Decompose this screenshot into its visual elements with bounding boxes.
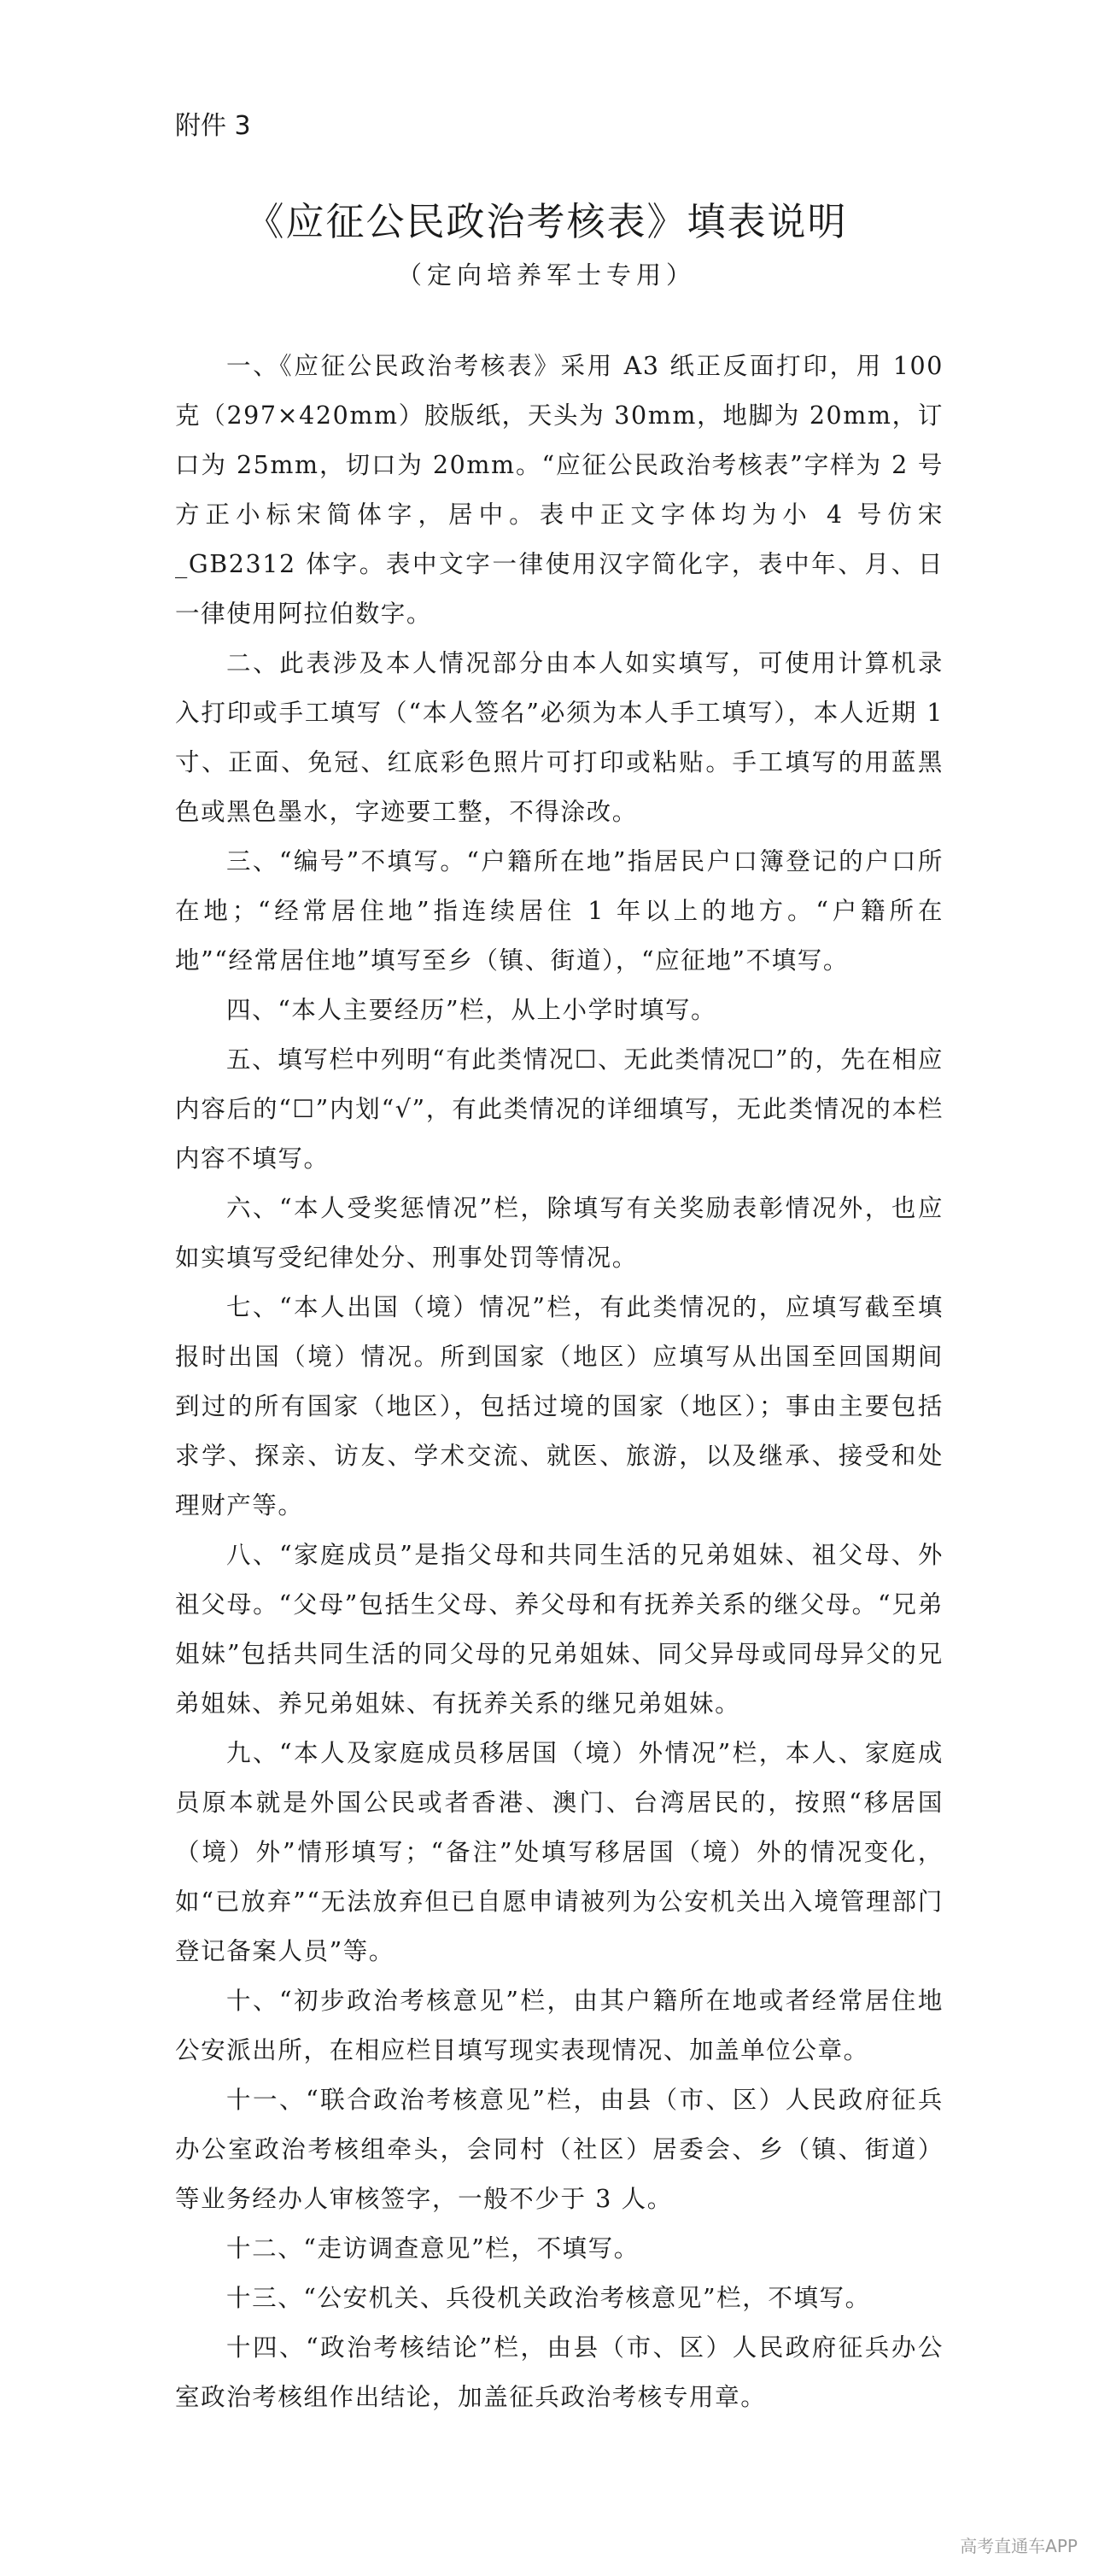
- attachment-label: 附件 3: [175, 111, 251, 141]
- paragraph-1: 一、《应征公民政治考核表》采用 A3 纸正反面打印，用 100 克（297×420mm）胶版纸，天头为 30mm，地脚为 20mm，订口为 25mm，切口为 20mm。“应征公民政治考核表”字样为 2 号方正小标宋简体字，居中。表中正文字体均为小 4 号仿宋_GB2312 体字。表中文字一律使用汉字简化字，表中年、月、日一律使用阿拉伯数字。: [175, 352, 944, 628]
- paragraph-2: 二、此表涉及本人情况部分由本人如实填写，可使用计算机录入打印或手工填写（“本人签名”必须为本人手工填写），本人近期 1 寸、正面、免冠、红底彩色照片可打印或粘贴。手工填写的用蓝黑色或黑色墨水，字迹要工整，不得涂改。: [175, 649, 944, 826]
- document-body: [175, 342, 944, 2422]
- paragraph-3: 三、“编号”不填写。“户籍所在地”指居民户口簿登记的户口所在地；“经常居住地”指连续居住 1 年以上的地方。“户籍所在地”“经常居住地”填写至乡（镇、街道），“应征地”不填写。: [175, 847, 944, 975]
- paragraph-6: 六、“本人受奖惩情况”栏，除填写有关奖励表彰情况外，也应如实填写受纪律处分、刑事处罚等情况。: [175, 1194, 944, 1272]
- paragraph-14: 十四、“政治考核结论”栏，由县（市、区）人民政府征兵办公室政治考核组作出结论，加盖征兵政治考核专用章。: [175, 2333, 944, 2411]
- paragraph-13: 十三、“公安机关、兵役机关政治考核意见”栏，不填写。: [226, 2284, 871, 2312]
- watermark-text: 高考直通车APP: [960, 2536, 1078, 2556]
- paragraph-4: 四、“本人主要经历”栏，从上小学时填写。: [226, 996, 717, 1024]
- paragraph-5: 五、填写栏中列明“有此类情况☐、无此类情况☐”的，先在相应内容后的“☐”内划“√”，有此类情况的详细填写，无此类情况的本栏内容不填写。: [175, 1045, 944, 1173]
- document-subtitle: （定向培养军士专用）: [396, 261, 696, 290]
- paragraph-7: 七、“本人出国（境）情况”栏，有此类情况的，应填写截至填报时出国（境）情况。所到国家（地区）应填写从出国至回国期间到过的所有国家（地区），包括过境的国家（地区）；事由主要包括求学、探亲、访友、学术交流、就医、旅游，以及继承、接受和处理财产等。: [175, 1293, 944, 1519]
- paragraph-12: 十二、“走访调查意见”栏，不填写。: [226, 2234, 640, 2263]
- paragraph-10: 十、“初步政治考核意见”栏，由其户籍所在地或者经常居住地公安派出所，在相应栏目填写现实表现情况、加盖单位公章。: [175, 1987, 944, 2064]
- paragraph-8: 八、“家庭成员”是指父母和共同生活的兄弟姐妹、祖父母、外祖父母。“父母”包括生父母、养父母和有抚养关系的继父母。“兄弟姐妹”包括共同生活的同父母的兄弟姐妹、同父异母或同母异父的兄弟姐妹、养兄弟姐妹、有抚养关系的继兄弟姐妹。: [175, 1541, 944, 1718]
- paragraph-9: 九、“本人及家庭成员移居国（境）外情况”栏，本人、家庭成员原本就是外国公民或者香港、澳门、台湾居民的，按照“移居国（境）外”情形填写；“备注”处填写移居国（境）外的情况变化，如“已放弃”“无法放弃但已自愿申请被列为公安机关出入境管理部门登记备案人员”等。: [175, 1739, 944, 1965]
- paragraph-11: 十一、“联合政治考核意见”栏，由县（市、区）人民政府征兵办公室政治考核组牵头，会同村（社区）居委会、乡（镇、街道）等业务经办人审核签字，一般不少于 3 人。: [175, 2086, 944, 2213]
- document-title: 《应征公民政治考核表》填表说明: [245, 199, 848, 244]
